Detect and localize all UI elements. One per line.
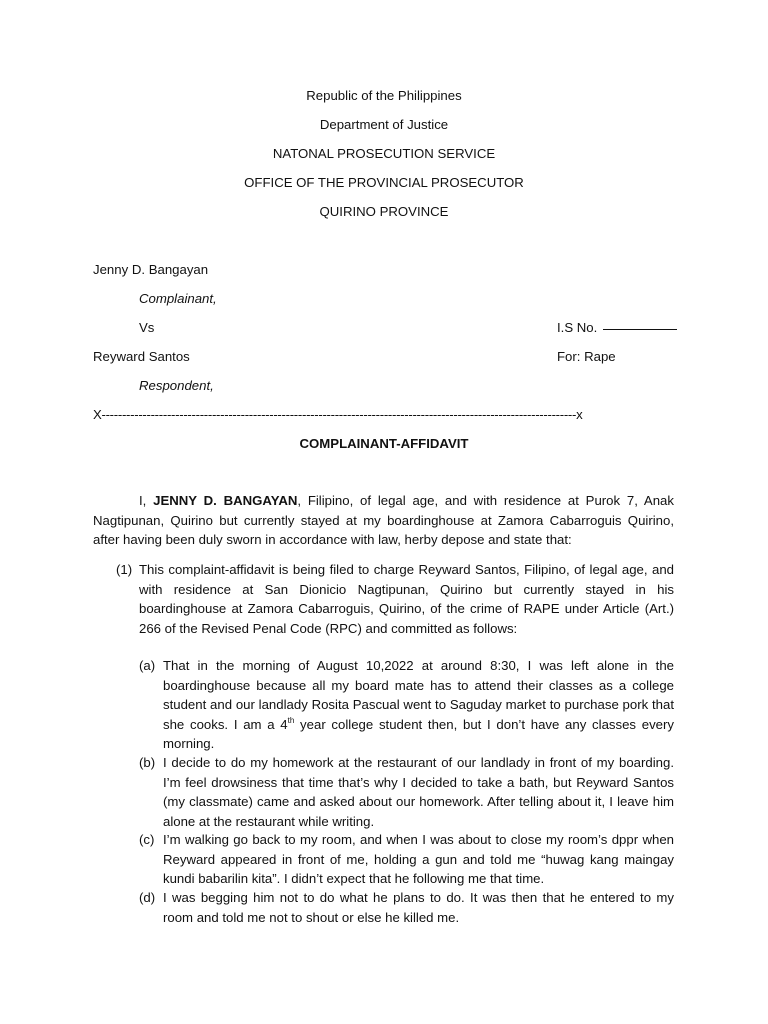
- header-department: Department of Justice: [319, 117, 449, 132]
- subitem-a-text-before: That in the morning of August 10,2022 at around 8:30, I was left alone in the boardinghouse because all my board mate has to attend their classes as a college student and our landlady Rosita Pascual went to Saguday market to purchase pork that she cooks. I am a 4: [163, 658, 674, 732]
- subitem-c-label: (c): [139, 832, 155, 847]
- versus-label: Vs: [139, 320, 155, 335]
- subitem-a-text: [163, 656, 674, 754]
- header-office: OFFICE OF THE PROVINCIAL PROSECUTOR: [244, 175, 524, 190]
- respondent-role: Respondent,: [139, 378, 214, 393]
- item-1-text: This complaint-affidavit is being filed to charge Reyward Santos, Filipino, of legal age, and with residence at San Dionicio Nagtipunan, Quirino but currently stayed in his boardinghouse at Zamora Cabarroguis, Quirino, of the crime of RAPE under Article (Art.) 266 of the Revised Penal Code (RPC) and committed as follows:: [139, 562, 674, 636]
- subitem-d-text: I was begging him not to do what he plans to do. It was then that he entered to my room and told me not to shout or else he killed me.: [163, 890, 674, 925]
- subitem-b-label: (b): [139, 755, 156, 770]
- subitem-a-label: (a): [139, 658, 156, 673]
- subitem-a-text-after: year college student then, but I don’t have any classes every morning.: [163, 716, 674, 751]
- subitem-c-text: I’m walking go back to my room, and when I was about to close my room’s dppr when Reyward appeared in front of me, holding a gun and told me “huwag kang maingay kundi babarilin kita”. I didn’t expect that he following me that time.: [163, 832, 674, 886]
- affiant-name: JENNY D. BANGAYAN: [153, 493, 298, 508]
- subitem-d-label: (d): [139, 890, 156, 905]
- item-1-number: (1): [116, 562, 133, 577]
- respondent-name: Reyward Santos: [93, 349, 190, 364]
- header-province: QUIRINO PROVINCE: [319, 204, 449, 219]
- header-republic: Republic of the Philippines: [306, 88, 462, 103]
- intro-paragraph: [93, 491, 674, 550]
- intro-prefix: I,: [139, 493, 154, 508]
- document-title: COMPLAINANT-AFFIDAVIT: [299, 436, 469, 451]
- intro-text: , Filipino, of legal age, and with residence at Purok 7, Anak Nagtipunan, Quirino but currently stayed at my boardinghouse at Zamora Cabarroguis Quirino, after having been duly sworn in accordance with law, herby depose and state that:: [93, 493, 674, 547]
- caption-separator: X--------------------------------------------------------------------------------------------------------------------x: [93, 407, 583, 422]
- subitem-b-text: I decide to do my homework at the restaurant of our landlady in front of my boarding. I’m feel drowsiness that time that’s why I decided to take a bath, but Reyward Santos (my classmate) came and asked about our homework. After telling about it, I leave him alone at the restaurant while writing.: [163, 755, 674, 829]
- is-number-field: [557, 320, 677, 335]
- subitem-a-superscript: th: [287, 715, 295, 725]
- complainant-name: Jenny D. Bangayan: [93, 262, 209, 277]
- offense-label: For: Rape: [557, 349, 616, 364]
- header-service: NATONAL PROSECUTION SERVICE: [272, 146, 496, 161]
- complainant-role: Complainant,: [139, 291, 217, 306]
- is-number-label: I.S No.: [557, 320, 598, 335]
- is-number-blank: [603, 329, 677, 330]
